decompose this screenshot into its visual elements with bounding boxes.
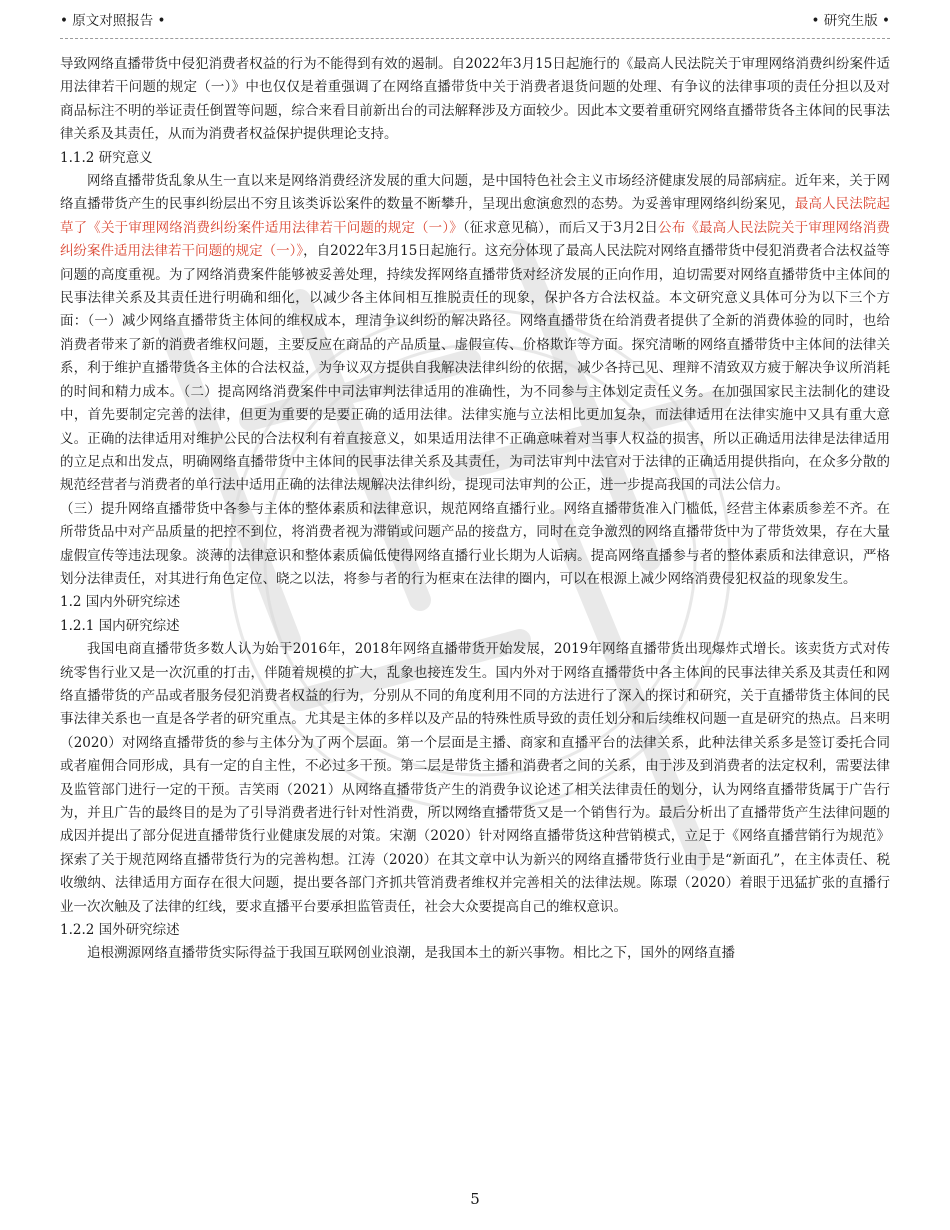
paragraph-text: ，自2022年3月15日起施行。这充分体现了最高人民法院对网络直播带货中侵犯消费者合法权益等问题的高度重视。为了网络消费案件能够被妥善处理，持续发挥网络直播带货对经济发展的正向作用，迫切需要对网络直播带货中主体间的民事法律关系及其责任进行明确和细化，以减少各主体间相互推脱责任的现象，保护各方合法权益。本文研究意义具体可分为以下三个方面：（一）减少网络直播带货主体间的维权成本，理清争议纠纷的解决路径。网络直播带货在给消费者提供了全新的消费体验的同时，也给消费者带来了新的消费者维权问题，主要反应在商品的产品质量、虚假宣传、价格欺诈等方面。探究清晰的网络直播带货中主体间的法律关系，利于维护直播带货各主体的合法权益，为争议双方提供自我解决法律纠纷的依据，减少各持己见、理辩不清致双方疲于解决争议所消耗的时间和精力成本。（二）提高网络消费案件中司法审判法律适用的准确性，为不同参与主体划定责任义务。在加强国家民主法制化的建设中，首先要制定完善的法律，但更为重要的是要正确的适用法律。法律实施与立法相比更加复杂，而法律适用在法律实施中又具有重大意义。正确的法律适用对维护公民的合法权利有着直接意义，如果适用法律不正确意味着对当事人权益的损害，所以正确适用法律是法律适用的立足点和出发点，明确网络直播带货中主体间的民事法律关系及其责任，为司法审判中法官对于法律的正确适用提供指向，在众多分散的规范经营者与消费者的单行法中适用正确的法律法规解决法律纠纷，提现司法审判的公正，进一步提高我国的司法公信力。: [60, 243, 891, 494]
page-number: 5: [470, 1190, 480, 1208]
page-header: [60, 10, 890, 32]
document-body: [60, 53, 890, 966]
section-heading: 1.2.1 国内研究综述: [60, 617, 180, 634]
section-heading: 1.2.2 国外研究综述: [60, 922, 180, 939]
header-right-label: • 研究生版 •: [811, 13, 890, 29]
body-paragraph: （三）提升网络直播带货中各参与主体的整体素质和法律意识，规范网络直播行业。网络直播带货准入门槛低，经营主体素质参差不齐。在所带货品中对产品质量的把控不到位，将消费者视为滞销或问题产品的接盘方，同时在竞争激烈的网络直播带货中为了带货效果，存在大量虚假宣传等违法现象。淡薄的法律意识和整体素质偏低使得网络直播行业长期为人诟病。提高网络直播参与者的整体素质和法律意识，严格划分法律责任，对其进行角色定位、晓之以法，将参与者的行为框束在法律的圈内，可以在根源上减少网络消费侵犯权益的现象发生。: [60, 500, 890, 587]
paragraph-text: 网络直播带货乱象从生一直以来是网络消费经济发展的重大问题，是中国特色社会主义市场经济健康发展的局部病症。近年来，关于网络直播带货产生的民事纠纷层出不穷且该类诉讼案件的数量不断攀升，呈现出愈演愈烈的态势。为妥善审理网络纠纷案见，: [60, 173, 890, 213]
body-paragraph: 导致网络直播带货中侵犯消费者权益的行为不能得到有效的遏制。自2022年3月15日起施行的《最高人民法院关于审理网络消费纠纷案件适用法律若干问题的规定（一）》中也仅仅是着重强调了在网络直播带货中关于消费者退货问题的处理、有争议的法律事项的责任分担以及对商品标注不明的举证责任倒置等问题，综合来看目前新出台的司法解释涉及方面较少。因此本文要着重研究网络直播带货各主体间的民事法律关系及其责任，从而为消费者权益保护提供理论支持。: [60, 56, 890, 143]
body-paragraph: 追根溯源网络直播带货实际得益于我国互联网创业浪潮，是我国本土的新兴事物。相比之下，国外的网络直播: [87, 945, 735, 962]
header-divider: [60, 38, 890, 39]
section-heading: 1.1.2 研究意义: [60, 149, 153, 166]
paragraph-text: （征求意见稿），而后又于3月2日: [462, 219, 659, 236]
highlighted-text: 公布《最高人民法院关于审理网络消费纠纷案件适用法律若干问题的规定（一）》: [60, 219, 891, 260]
body-paragraph: 我国电商直播带货多数人认为始于2016年，2018年网络直播带货开始发展，2019年网络直播带货出现爆炸式增长。该卖货方式对传统零售行业又是一次沉重的打击，伴随着规模的扩大，乱象也接连发生。国内外对于网络直播带货中各主体间的民事法律关系及其责任和网络直播带货的产品或者服务侵犯消费者权益的行为，分别从不同的角度利用不同的方法进行了深入的探讨和研究，关于直播带货主体间的民事法律关系也一直是各学者的研究重点。尤其是主体的多样以及产品的特殊性质导致的责任划分和后续维权问题一直是研究的热点。吕来明（2020）对网络直播带货的参与主体分为了两个层面。第一个层面是主播、商家和直播平台的法律关系，此种法律关系多是签订委托合同或者雇佣合同形成，具有一定的自主性，不必过多干预。第二层是带货主播和消费者之间的关系，由于涉及到消费者的法定权利，需要法律及监管部门进行一定的干预。吉笑雨（2021）从网络直播带货产生的消费争议论述了相关法律责任的划分，认为网络直播带货属于广告行为，并且广告的最终目的是为了引导消费者进行针对性消费，所以网络直播带货又是一个销售行为。最后分析出了直播带货产生法律问题的成因并提出了部分促进直播带货行业健康发展的对策。宋潮（2020）针对网络直播带货这种营销模式，立足于《网络直播营销行为规范》探索了关于规范网络直播带货行为的完善构想。江涛（2020）在其文章中认为新兴的网络直播带货行业由于是“新面孔”，在主体责任、税收缴纳、法律适用方面存在很大问题，提出要各部门齐抓共管消费者维权并完善相关的法律法规。陈璟（2020）着眼于迅猛扩张的直播行业一次次触及了法律的红线，要求直播平台要承担监管责任，社会大众要提高自己的维权意识。: [60, 641, 890, 915]
body-paragraph: [60, 170, 890, 498]
header-left-label: • 原文对照报告 •: [60, 13, 166, 29]
highlighted-text: 最高人民法院起草了《关于审理网络消费纠纷案件适用法律若干问题的规定（一）》: [60, 196, 891, 236]
section-heading: 1.2 国内外研究综述: [60, 594, 181, 611]
